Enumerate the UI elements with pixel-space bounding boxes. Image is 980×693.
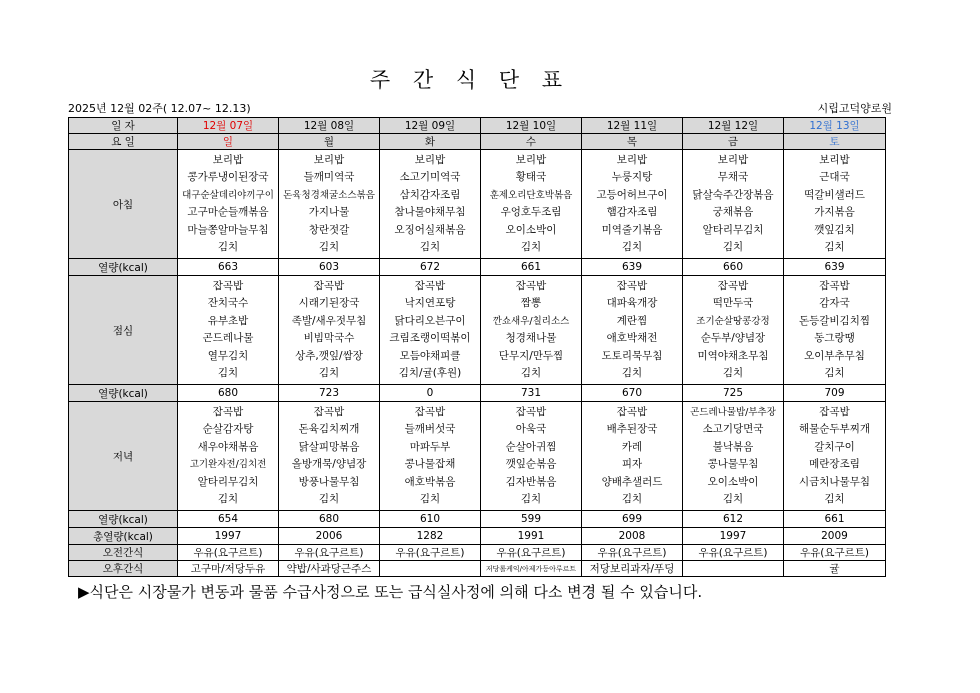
menu-item: 김치: [621, 493, 643, 505]
menu-item: 배추된장국: [606, 423, 658, 435]
menu-item: 김치: [419, 241, 441, 253]
dinner-cell-wed: [481, 402, 582, 511]
menu-item: 오이소박이: [505, 223, 557, 236]
kcal-label: 열량(kcal): [69, 259, 178, 276]
menu-item: 미역야채초무침: [697, 349, 769, 362]
menu-item: 시래기된장국: [298, 297, 360, 309]
breakfast-label: 아침: [69, 150, 178, 259]
menu-item: 김치: [824, 241, 845, 253]
menu-item: 소고기미역국: [399, 171, 461, 183]
snack-item: 저당보리과자/푸딩: [582, 561, 683, 577]
snack-item: 우유(요구르트): [380, 545, 481, 561]
date-row: [69, 118, 886, 134]
total-kcal-value: 2009: [784, 528, 886, 545]
menu-item: 삼치감자조림: [399, 188, 461, 201]
menu-item: 상추,깻잎/쌈장: [295, 349, 363, 362]
dinner-cell-mon: [279, 402, 380, 511]
menu-item: 가지볶음: [814, 206, 855, 218]
menu-item: 잡곡밥: [819, 405, 850, 418]
menu-item: 애호박채전: [606, 332, 658, 344]
total-kcal-value: 2006: [279, 528, 380, 545]
menu-item: 잡곡밥: [414, 279, 446, 292]
snack-item: 고구마/저당두유: [178, 561, 279, 577]
kcal-value: 660: [683, 259, 784, 276]
breakfast-row: [69, 150, 886, 259]
menu-item: 김자반볶음: [505, 475, 557, 488]
weekday-label: 요 일: [69, 134, 178, 150]
snack-item: 저당롤케익/아제가등아루르트: [481, 561, 582, 577]
weekday-wed: 수: [481, 134, 582, 150]
menu-item: 김치: [217, 241, 239, 253]
menu-item: 김치: [419, 493, 441, 505]
menu-item: 김치: [722, 367, 744, 379]
date-thu: 12월 11일: [582, 118, 683, 134]
menu-item: 곤드레나물밥/부추장: [690, 406, 776, 418]
menu-item: 고등어허브구이: [596, 188, 668, 201]
dinner-kcal-row: [69, 511, 886, 528]
menu-item: 양배추샐러드: [601, 475, 663, 488]
menu-item: 보리밥: [819, 153, 850, 166]
kcal-value: 610: [380, 511, 481, 528]
menu-item: 김치: [217, 367, 239, 379]
pm-snack-row: [69, 561, 886, 577]
menu-item: 잡곡밥: [212, 405, 244, 418]
date-label: 일 자: [69, 118, 178, 134]
lunch-row: [69, 276, 886, 385]
menu-item: 잡곡밥: [515, 279, 547, 292]
menu-item: 궁채볶음: [712, 206, 754, 218]
lunch-cell-thu: [582, 276, 683, 385]
menu-item: 김치: [520, 241, 542, 253]
snack-item: 귤: [784, 561, 886, 577]
date-sun: 12월 07일: [178, 118, 279, 134]
menu-item: 깐쇼새우/칠리소스: [492, 315, 570, 327]
menu-item: 잡곡밥: [313, 405, 345, 418]
page-title: 주 간 식 단 표: [369, 68, 571, 92]
menu-item: 미역줄기볶음: [601, 223, 663, 236]
menu-item: 순두부/양념장: [700, 332, 766, 344]
menu-item: 황태국: [515, 171, 547, 183]
total-kcal-value: 1991: [481, 528, 582, 545]
menu-item: 닭살숙주간장볶음: [692, 188, 774, 201]
total-kcal-label: 총열량(kcal): [69, 528, 178, 545]
kcal-value: 709: [784, 385, 886, 402]
menu-item: 김치: [824, 493, 845, 505]
kcal-value: 603: [279, 259, 380, 276]
menu-item: 열무김치: [207, 349, 249, 362]
menu-item: 보리밥: [717, 153, 749, 166]
menu-item: 동그랑땡: [814, 332, 855, 344]
dinner-label: 저녁: [69, 402, 178, 511]
menu-item: 고기완자전/김치전: [189, 459, 267, 470]
menu-item: 우엉호두조림: [500, 206, 562, 218]
menu-item: 짬뽕: [520, 297, 542, 309]
menu-item: 순살감자탕: [202, 423, 254, 435]
menu-item: 김치: [217, 493, 239, 505]
menu-item: 떡갈비샐러드: [804, 188, 865, 201]
menu-item: 족발/새우젓무침: [291, 314, 367, 327]
menu-item: 오징어실채볶음: [394, 223, 466, 236]
menu-item: 깻잎순볶음: [505, 458, 557, 470]
menu-item: 새우야채볶음: [197, 440, 259, 453]
kcal-value: 661: [784, 511, 886, 528]
kcal-value: 725: [683, 385, 784, 402]
snack-item: 우유(요구르트): [784, 545, 886, 561]
breakfast-cell-thu: [582, 150, 683, 259]
menu-item: 마늘쫑알마늘무침: [187, 223, 269, 236]
dinner-row: [69, 402, 886, 511]
weekday-sat: 토: [784, 134, 886, 150]
am-snack-label: 오전간식: [69, 545, 178, 561]
total-kcal-value: 1997: [178, 528, 279, 545]
lunch-label: 점심: [69, 276, 178, 385]
menu-item: 마파두부: [409, 440, 451, 453]
menu-item: 햄감자조림: [606, 206, 658, 218]
menu-item: 모듬야채피클: [399, 349, 461, 362]
menu-item: 메란장조림: [809, 458, 860, 470]
kcal-value: 672: [380, 259, 481, 276]
menu-item: 불낙볶음: [712, 440, 754, 453]
pm-snack-label: 오후간식: [69, 561, 178, 577]
breakfast-cell-fri: [683, 150, 784, 259]
menu-item: 보리밥: [616, 153, 648, 166]
menu-item: 고구마순들깨볶음: [187, 206, 269, 218]
kcal-label: 열량(kcal): [69, 385, 178, 402]
menu-item: 잡곡밥: [819, 279, 850, 292]
menu-item: 시금치나물무침: [798, 475, 870, 488]
kcal-value: 680: [279, 511, 380, 528]
date-sat: 12월 13일: [784, 118, 886, 134]
menu-item: 콩나물잡채: [404, 458, 456, 470]
menu-item: 잡곡밥: [616, 279, 648, 292]
snack-item: 약밥/사과당근주스: [279, 561, 380, 577]
menu-item: 비빔막국수: [303, 332, 355, 344]
date-fri: 12월 12일: [683, 118, 784, 134]
menu-item: 닭다리오븐구이: [394, 314, 466, 327]
menu-item: 김치: [520, 367, 542, 379]
menu-item: 보리밥: [313, 153, 345, 166]
breakfast-cell-wed: [481, 150, 582, 259]
weekly-menu-table: [68, 117, 886, 577]
menu-item: 감자국: [819, 297, 850, 309]
menu-item: 잡곡밥: [717, 279, 749, 292]
menu-item: 크림조랭이떡볶이: [389, 332, 471, 344]
dinner-cell-sat: [784, 402, 886, 511]
snack-item: 우유(요구르트): [481, 545, 582, 561]
menu-item: 올방개묵/양념장: [291, 458, 367, 470]
menu-item: 콩가루냉이된장국: [187, 171, 269, 183]
menu-item: 잔치국수: [207, 297, 249, 309]
menu-item: 김치: [621, 241, 643, 253]
menu-item: 유부초밥: [207, 314, 249, 327]
menu-item: 근대국: [819, 171, 850, 183]
menu-item: 깻잎김치: [814, 223, 855, 236]
menu-item: 도토리묵무침: [601, 349, 663, 362]
date-tue: 12월 09일: [380, 118, 481, 134]
menu-item: 갈치구이: [814, 440, 855, 453]
menu-item: 콩나물무침: [707, 458, 759, 470]
menu-item: 김치: [722, 241, 744, 253]
menu-item: 카레: [621, 440, 643, 453]
kcal-value: 599: [481, 511, 582, 528]
menu-item: 잡곡밥: [616, 405, 648, 418]
snack-item: 우유(요구르트): [683, 545, 784, 561]
breakfast-cell-sat: [784, 150, 886, 259]
menu-item: 아욱국: [515, 423, 547, 435]
total-kcal-value: 1997: [683, 528, 784, 545]
menu-item: 돈육청경채굴소스볶음: [283, 189, 375, 201]
menu-item: 대파육개장: [606, 297, 658, 309]
menu-item: 김치: [318, 241, 340, 253]
menu-item: 창란젓갈: [308, 223, 350, 236]
snack-item: 우유(요구르트): [178, 545, 279, 561]
total-kcal-value: 1282: [380, 528, 481, 545]
menu-item: 알타리무김치: [702, 223, 764, 236]
menu-item: 돈육김치찌개: [298, 423, 360, 435]
menu-item: 해물순두부찌개: [798, 423, 870, 435]
menu-item: 보리밥: [515, 153, 547, 166]
breakfast-cell-tue: [380, 150, 481, 259]
weekday-tue: 화: [380, 134, 481, 150]
kcal-value: 663: [178, 259, 279, 276]
menu-item: 잡곡밥: [313, 279, 345, 292]
footer-note: ▶식단은 시장물가 변동과 물품 수급사정으로 또는 급식실사정에 의해 다소 변경 될 수 있습니다.: [78, 583, 703, 601]
menu-item: 피자: [621, 458, 643, 470]
lunch-cell-wed: [481, 276, 582, 385]
kcal-value: 670: [582, 385, 683, 402]
menu-item: 김치: [621, 367, 643, 379]
menu-item: 김치: [318, 367, 340, 379]
kcal-value: 731: [481, 385, 582, 402]
menu-item: 잡곡밥: [414, 405, 446, 418]
date-mon: 12월 08일: [279, 118, 380, 134]
breakfast-cell-sun: [178, 150, 279, 259]
lunch-cell-fri: [683, 276, 784, 385]
weekday-mon: 월: [279, 134, 380, 150]
breakfast-kcal-row: [69, 259, 886, 276]
kcal-label: 열량(kcal): [69, 511, 178, 528]
snack-item: [380, 561, 481, 577]
date-wed: 12월 10일: [481, 118, 582, 134]
menu-item: 계란찜: [616, 314, 648, 327]
organization-name: 시립고덕양로원: [817, 102, 892, 115]
menu-item: 가지나물: [308, 206, 350, 218]
menu-item: 김치: [824, 367, 845, 379]
menu-item: 방풍나물무침: [298, 475, 360, 488]
menu-item: 잡곡밥: [515, 405, 547, 418]
breakfast-cell-mon: [279, 150, 380, 259]
menu-item: 참나물야채무침: [394, 206, 466, 218]
lunch-cell-tue: [380, 276, 481, 385]
snack-item: 우유(요구르트): [279, 545, 380, 561]
am-snack-row: [69, 545, 886, 561]
kcal-value: 680: [178, 385, 279, 402]
snack-item: [683, 561, 784, 577]
menu-item: 김치: [318, 493, 340, 505]
lunch-cell-sat: [784, 276, 886, 385]
menu-item: 떡만두국: [712, 297, 754, 309]
lunch-cell-mon: [279, 276, 380, 385]
kcal-value: 654: [178, 511, 279, 528]
menu-item: 낙지연포탕: [404, 297, 456, 309]
menu-item: 소고기당면국: [702, 423, 764, 435]
kcal-value: 639: [582, 259, 683, 276]
total-kcal-row: [69, 528, 886, 545]
menu-item: 닭살피망볶음: [298, 440, 360, 453]
lunch-cell-sun: [178, 276, 279, 385]
kcal-value: 612: [683, 511, 784, 528]
menu-item: 곤드레나물: [202, 332, 254, 344]
menu-item: 오이소박이: [707, 475, 759, 488]
menu-item: 돈등갈비김치찜: [798, 314, 870, 327]
kcal-value: 699: [582, 511, 683, 528]
kcal-value: 639: [784, 259, 886, 276]
menu-item: 조기순살땅콩강정: [696, 315, 770, 327]
dinner-cell-tue: [380, 402, 481, 511]
menu-item: 훈제오리단호박볶음: [489, 189, 573, 201]
menu-item: 김치: [520, 493, 542, 505]
menu-item: 오이부추무침: [804, 349, 865, 362]
snack-item: 우유(요구르트): [582, 545, 683, 561]
menu-item: 무채국: [717, 171, 749, 183]
total-kcal-value: 2008: [582, 528, 683, 545]
menu-item: 단무지/만두찜: [498, 349, 564, 362]
weekday-row: [69, 134, 886, 150]
menu-item: 애호박볶음: [404, 475, 456, 488]
menu-item: 보리밥: [212, 153, 244, 166]
weekday-thu: 목: [582, 134, 683, 150]
menu-item: 대구순살데리야끼구이: [182, 189, 274, 201]
kcal-value: 723: [279, 385, 380, 402]
menu-item: 알타리무김치: [197, 475, 259, 488]
weekday-sun: 일: [178, 134, 279, 150]
menu-item: 청경채나물: [505, 332, 557, 344]
menu-item: 잡곡밥: [212, 279, 244, 292]
dinner-cell-fri: [683, 402, 784, 511]
menu-item: 들깨버섯국: [404, 423, 456, 435]
menu-item: 김치/귤(후원): [398, 367, 462, 379]
menu-item: 김치: [722, 493, 744, 505]
kcal-value: 661: [481, 259, 582, 276]
kcal-value: 0: [380, 385, 481, 402]
week-period: 2025년 12월 02주( 12.07~ 12.13): [68, 102, 251, 115]
menu-item: 들깨미역국: [303, 171, 355, 183]
menu-item: 순살아귀찜: [505, 440, 557, 453]
weekday-fri: 금: [683, 134, 784, 150]
lunch-kcal-row: [69, 385, 886, 402]
dinner-cell-sun: [178, 402, 279, 511]
menu-item: 보리밥: [414, 153, 446, 166]
menu-item: 누룽지탕: [611, 171, 653, 183]
dinner-cell-thu: [582, 402, 683, 511]
